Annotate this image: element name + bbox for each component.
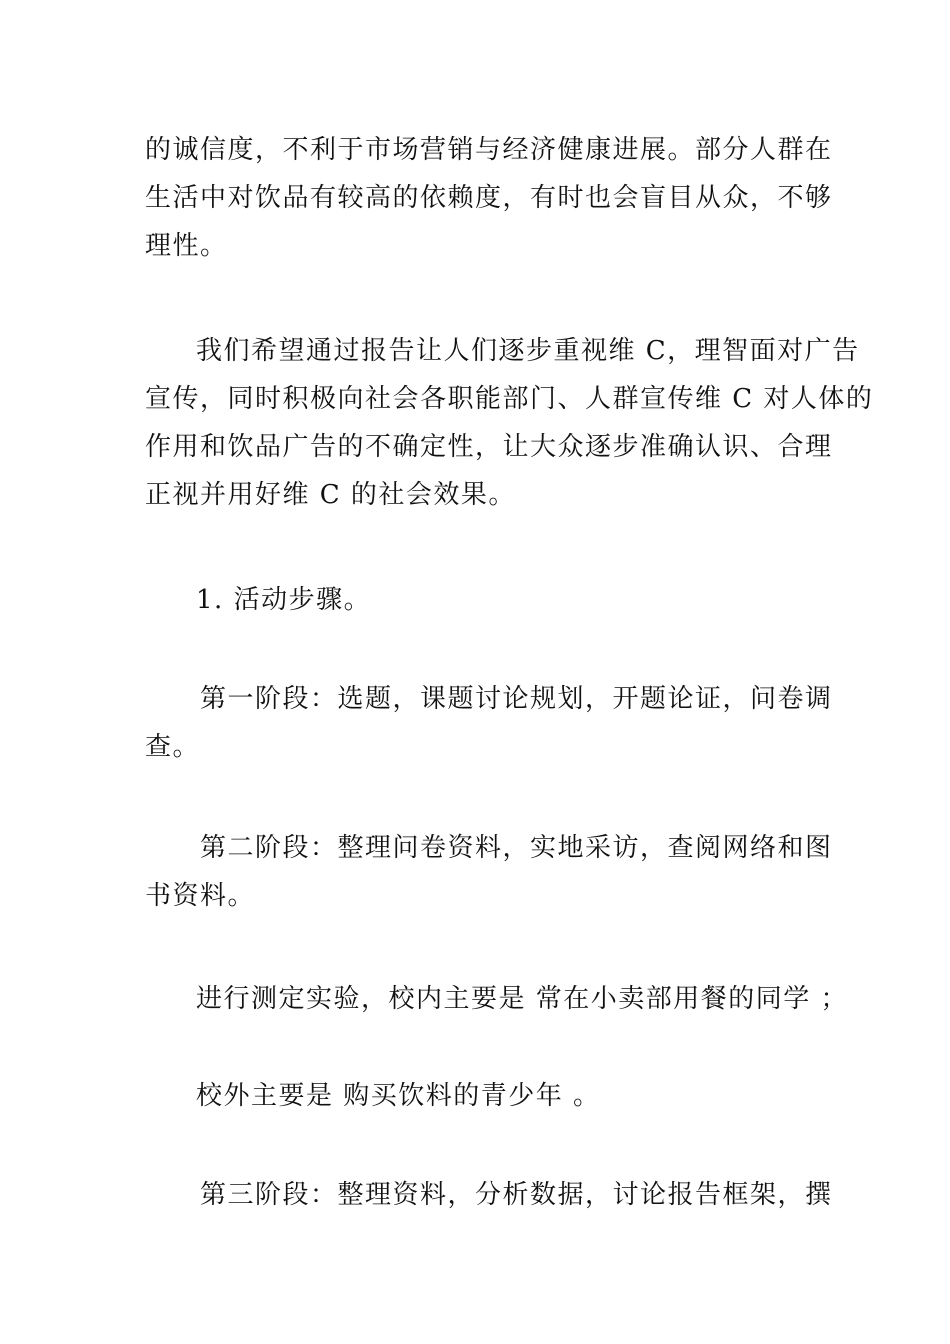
paragraph-1-line-3: 理性。	[145, 231, 228, 261]
experiment-on-campus-line: 进行测定实验，校内主要是 常在小卖部用餐的同学 ；	[196, 984, 849, 1014]
paragraph-2-line-3: 作用和饮品广告的不确定性，让大众逐步准确认识、合理	[145, 432, 833, 462]
experiment-off-campus-line: 校外主要是 购买饮料的青少年 。	[196, 1081, 601, 1111]
paragraph-1-line-2: 生活中对饮品有较高的依赖度，有时也会盲目从众，不够	[145, 183, 833, 213]
stage-1-line-2: 查。	[145, 732, 201, 762]
stage-1-line-1: 第一阶段：选题，课题讨论规划，开题论证，问卷调	[200, 684, 833, 714]
list-item-activity-steps: 1. 活动步骤。	[196, 585, 372, 615]
stage-2-line-2: 书资料。	[145, 881, 256, 911]
stage-3-line-1: 第三阶段：整理资料，分析数据，讨论报告框架，撰	[200, 1180, 833, 1210]
paragraph-2-line-4: 正视并用好维 C 的社会效果。	[145, 480, 516, 510]
paragraph-1-line-1: 的诚信度，不利于市场营销与经济健康进展。部分人群在	[145, 135, 833, 165]
paragraph-2-line-1: 我们希望通过报告让人们逐步重视维 C，理智面对广告	[196, 336, 860, 366]
stage-2-line-1: 第二阶段：整理问卷资料，实地采访，查阅网络和图	[200, 833, 833, 863]
paragraph-2-line-2: 宣传，同时积极向社会各职能部门、人群宣传维 C 对人体的	[145, 384, 874, 414]
